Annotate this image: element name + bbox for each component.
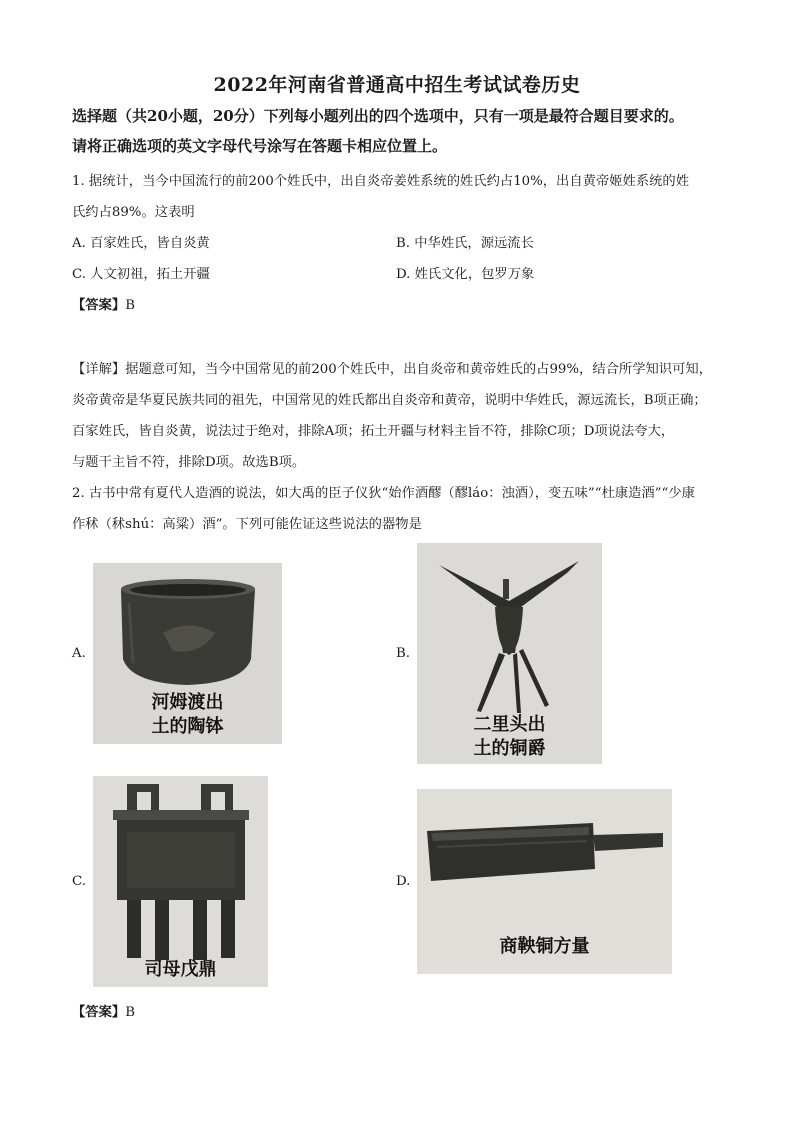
q2-option-a-caption-line-2: 土的陶钵 — [151, 716, 224, 737]
instruction-line-2: 请将正确选项的英文字母代号涂写在答题卡相应位置上。 — [72, 137, 448, 155]
q2-option-c-photo — [93, 776, 268, 987]
q2-option-d-label: D. — [396, 874, 411, 889]
q1-answer-label: 【答案】 — [72, 298, 126, 313]
q2-option-d-caption-line-1: 商鞅铜方量 — [499, 936, 590, 957]
q1-stem-line-1: 1. 据统计，当今中国流行的前200个姓氏中，出自炎帝姜姓系统的姓氏约占10%，出自黄帝姬姓系统的姓 — [72, 174, 690, 189]
q1-option-b: B. 中华姓氏，源远流长 — [396, 236, 534, 251]
q2-option-a-photo — [93, 563, 282, 744]
q1-option-d: D. 姓氏文化，包罗万象 — [396, 267, 535, 282]
q2-option-c-caption-line-1: 司母戊鼎 — [144, 959, 217, 980]
q2-stem-line-1: 2. 古书中常有夏代人造酒的说法，如大禹的臣子仪狄“始作酒醪（醪láo：浊酒），变五味”“杜康造酒”“少康 — [72, 486, 695, 501]
q2-option-b-label: B. — [396, 646, 410, 661]
q2-option-a-label: A. — [72, 646, 86, 661]
q2-option-b-caption-line-1: 二里头出 — [473, 714, 546, 735]
bronze-ding-icon — [93, 776, 268, 987]
q2-option-d-photo — [417, 789, 672, 974]
q2-stem-line-2: 作秫（秫shú：高粱）酒”。下列可能佐证这些说法的器物是 — [72, 517, 422, 532]
q2-option-b-caption-line-2: 土的铜爵 — [473, 738, 546, 759]
q1-detail-line-1: 【详解】据题意可知，当今中国常见的前200个姓氏中，出自炎帝和黄帝姓氏的占99%，结合所学知识可知， — [72, 362, 712, 377]
q2-answer-value: B — [125, 1005, 135, 1020]
q1-detail-line-3: 百家姓氏，皆自炎黄，说法过于绝对，排除A项；拓土开疆与材料主旨不符，排除C项；D项说法夸大， — [72, 424, 675, 439]
q1-answer-value: B — [125, 298, 135, 313]
q1-option-a: A. 百家姓氏，皆自炎黄 — [72, 236, 210, 251]
q1-option-c: C. 人文初祖，拓土开疆 — [72, 267, 210, 282]
q2-answer — [72, 997, 135, 1028]
q2-option-b-photo — [417, 543, 602, 764]
instruction-line-1: 选择题（共20小题，20分）下列每小题列出的四个选项中，只有一项是最符合题目要求的。 — [72, 107, 684, 125]
q1-detail-line-4: 与题干主旨不符，排除D项。故选B项。 — [72, 455, 306, 470]
q2-option-a-caption-line-1: 河姆渡出 — [151, 692, 224, 713]
q2-option-c-label: C. — [72, 874, 86, 889]
q1-stem-line-2: 氏约占89%。这表明 — [72, 205, 195, 220]
q2-answer-label: 【答案】 — [72, 1005, 126, 1020]
page-title: 2022年河南省普通高中招生考试试卷历史 — [213, 74, 581, 96]
q1-answer — [72, 290, 135, 321]
q1-detail-line-2: 炎帝黄帝是华夏民族共同的祖先，中国常见的姓氏都出自炎帝和黄帝，说明中华姓氏，源远流长，B项正确； — [72, 393, 707, 408]
